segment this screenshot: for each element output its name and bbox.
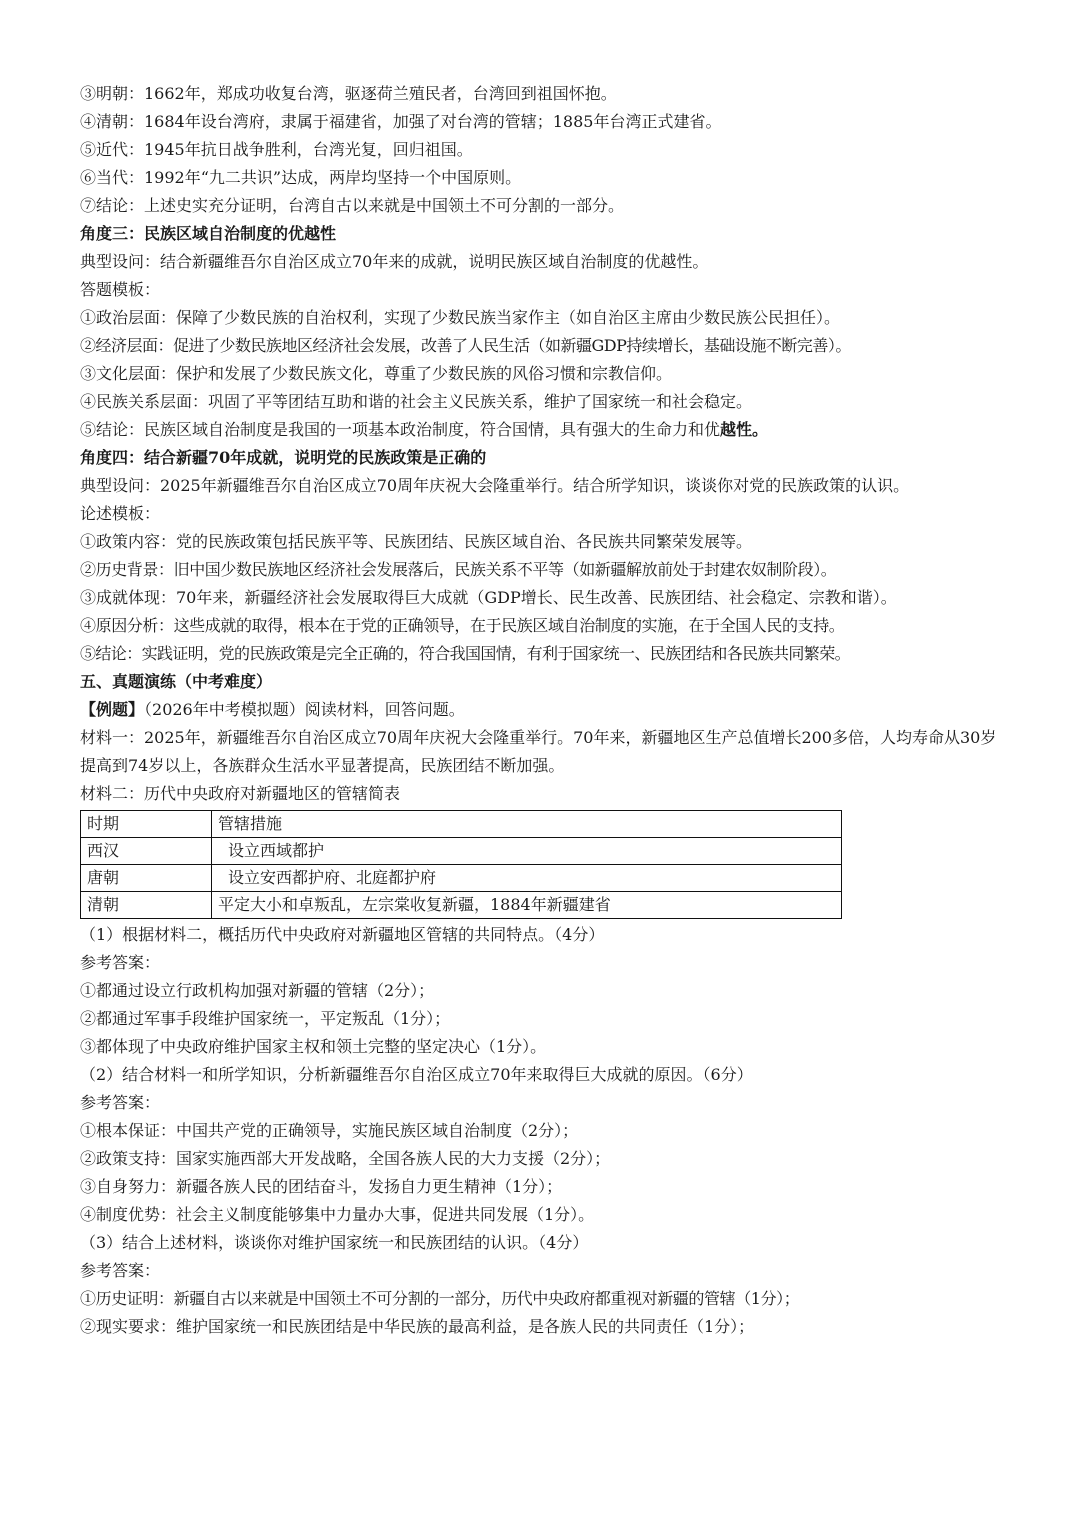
- material-one: 材料一：2025年，新疆维吾尔自治区成立70周年庆祝大会隆重举行。70年来，新疆地区生产总值增长200多倍，人均寿命从30岁提高到74岁以上，各族群众生活水平显著提高，民族团结不断加强。: [80, 728, 997, 775]
- angle3-point-cultural: ③文化层面：保护和发展了少数民族文化，尊重了少数民族的风俗习惯和宗教信仰。: [80, 364, 673, 383]
- table-cell-measure: 设立西域都护: [212, 838, 842, 865]
- table-cell-period: 唐朝: [81, 865, 212, 892]
- question-2-answer-3: ③自身努力：新疆各族人民的团结奋斗，发扬自力更生精神（1分）；: [80, 1177, 563, 1196]
- question-1-ref-label: 参考答案：: [80, 953, 161, 972]
- angle3-conclusion-text: ⑤结论：民族区域自治制度是我国的一项基本政治制度，符合国情，具有强大的生命力和优: [80, 420, 721, 439]
- table-row: [81, 865, 842, 892]
- question-2-ref-label: 参考答案：: [80, 1093, 161, 1112]
- table-row: [81, 838, 842, 865]
- table-header-cell: 管辖措施: [212, 811, 842, 838]
- intro-line-ming: ③明朝：1662年，郑成功收复台湾，驱逐荷兰殖民者，台湾回到祖国怀抱。: [80, 84, 617, 103]
- material-two-title: 材料二：历代中央政府对新疆地区的管辖简表: [80, 784, 401, 803]
- question-3-answer-1: ①历史证明：新疆自古以来就是中国领土不可分割的一部分，历代中央政府都重视对新疆的管辖（1分）；: [80, 1289, 800, 1308]
- angle4-question: 典型设问：2025年新疆维吾尔自治区成立70周年庆祝大会隆重举行。结合所学知识，谈谈你对党的民族政策的认识。: [80, 476, 910, 495]
- angle3-point-political: ①政治层面：保障了少数民族的自治权利，实现了少数民族当家作主（如自治区主席由少数民族公民担任）。: [80, 308, 841, 327]
- table-header-cell: 时期: [81, 811, 212, 838]
- angle4-point-conclusion: ⑤结论：实践证明，党的民族政策是完全正确的，符合我国国情，有利于国家统一、民族团结和各民族共同繁荣。: [80, 644, 851, 663]
- table-cell-measure: 平定大小和卓叛乱，左宗棠收复新疆，1884年新疆建省: [212, 892, 842, 919]
- question-2-answer-1: ①根本保证：中国共产党的正确领导，实施民族区域自治制度（2分）；: [80, 1121, 579, 1140]
- table-cell-measure: 设立安西都护府、北庭都护府: [212, 865, 842, 892]
- angle3-conclusion-bold: 越性。: [720, 420, 769, 439]
- angle3-point-relations: ④民族关系层面：巩固了平等团结互助和谐的社会主义民族关系，维护了国家统一和社会稳定。: [80, 392, 753, 411]
- angle4-heading: 角度四：结合新疆70年成就，说明党的民族政策是正确的: [80, 448, 487, 467]
- table-cell-period: 西汉: [81, 838, 212, 865]
- table-cell-period: 清朝: [81, 892, 212, 919]
- question-3-ref-label: 参考答案：: [80, 1261, 161, 1280]
- intro-line-modern: ⑤近代：1945年抗日战争胜利，台湾光复，回归祖国。: [80, 140, 473, 159]
- angle3-heading: 角度三：民族区域自治制度的优越性: [80, 224, 337, 243]
- angle4-template-label: 论述模板：: [80, 504, 161, 523]
- question-1-answer-2: ②都通过军事手段维护国家统一，平定叛乱（1分）；: [80, 1009, 451, 1028]
- angle3-question: 典型设问：结合新疆维吾尔自治区成立70年来的成就，说明民族区域自治制度的优越性。: [80, 252, 709, 271]
- example-tag: 【例题】: [80, 700, 145, 719]
- angle4-point-reason: ④原因分析：这些成就的取得，根本在于党的正确领导，在于民族区域自治制度的实施，在于全国人民的支持。: [80, 616, 845, 635]
- angle4-point-achievement: ③成就体现：70年来，新疆经济社会发展取得巨大成就（GDP增长、民生改善、民族团结、社会稳定、宗教和谐）。: [80, 588, 897, 607]
- intro-line-qing: ④清朝：1684年设台湾府，隶属于福建省，加强了对台湾的管辖；1885年台湾正式建省。: [80, 112, 722, 131]
- question-3-answer-2: ②现实要求：维护国家统一和民族团结是中华民族的最高利益，是各族人民的共同责任（1分）；: [80, 1317, 755, 1336]
- table-header-row: [81, 811, 842, 838]
- table-row: [81, 892, 842, 919]
- question-3: （3）结合上述材料，谈谈你对维护国家统一和民族团结的认识。（4分）: [80, 1233, 589, 1252]
- intro-line-conclusion: ⑦结论：上述史实充分证明，台湾自古以来就是中国领土不可分割的一部分。: [80, 196, 625, 215]
- section5-heading: 五、真题演练（中考难度）: [80, 672, 273, 691]
- question-2-answer-2: ②政策支持：国家实施西部大开发战略，全国各族人民的大力支援（2分）；: [80, 1149, 611, 1168]
- angle4-point-content: ①政策内容：党的民族政策包括民族平等、民族团结、民族区域自治、各民族共同繁荣发展等。: [80, 532, 753, 551]
- intro-line-contemporary: ⑥当代：1992年“九二共识”达成，两岸均坚持一个中国原则。: [80, 168, 522, 187]
- example-text: （2026年中考模拟题）阅读材料，回答问题。: [144, 700, 465, 719]
- xinjiang-governance-table: [80, 810, 842, 919]
- question-1-answer-1: ①都通过设立行政机构加强对新疆的管辖（2分）；: [80, 981, 435, 1000]
- question-2: （2）结合材料一和所学知识，分析新疆维吾尔自治区成立70年来取得巨大成就的原因。（6分）: [80, 1065, 753, 1084]
- question-2-answer-4: ④制度优势：社会主义制度能够集中力量办大事，促进共同发展（1分）。: [80, 1205, 595, 1224]
- question-1: （1）根据材料二，概括历代中央政府对新疆地区管辖的共同特点。（4分）: [80, 925, 605, 944]
- angle3-point-conclusion: [80, 416, 1010, 444]
- angle4-point-background: ②历史背景：旧中国少数民族地区经济社会发展落后，民族关系不平等（如新疆解放前处于封建农奴制阶段）。: [80, 560, 837, 579]
- question-1-answer-3: ③都体现了中央政府维护国家主权和领土完整的坚定决心（1分）。: [80, 1037, 547, 1056]
- example-line: [80, 696, 1010, 724]
- angle3-point-economic: ②经济层面：促进了少数民族地区经济社会发展，改善了人民生活（如新疆GDP持续增长，基础设施不断完善）。: [80, 336, 851, 355]
- angle3-template-label: 答题模板：: [80, 280, 161, 299]
